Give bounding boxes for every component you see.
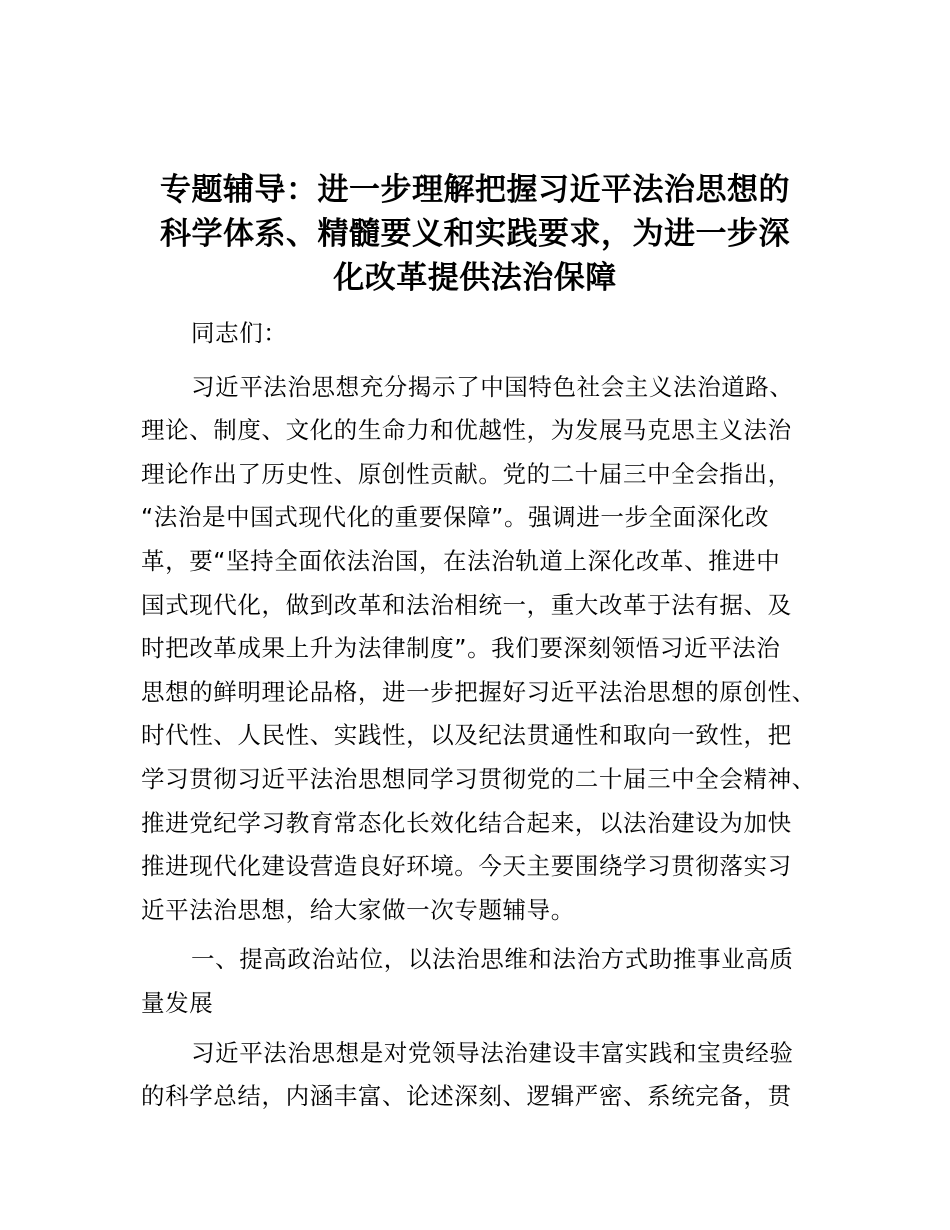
title-line: 科学体系、精髓要义和实践要求，为进一步深 (160, 216, 790, 252)
text-line: 理论、制度、文化的生命力和优越性，为发展马克思主义法治 (141, 416, 792, 445)
text-line: 近平法治思想，给大家做一次专题辅导。 (141, 895, 575, 924)
text-line: “法治是中国式现代化的重要保障”。强调进一步全面深化改 (141, 503, 770, 532)
paragraph-intro (141, 366, 831, 933)
text-line: 的科学总结，内涵丰富、论述深刻、逻辑严密、系统完备，贯 (141, 1082, 792, 1111)
text-line: 思想的鲜明理论品格，进一步把握好习近平法治思想的原创性、 (141, 677, 816, 706)
text-line: 学习贯彻习近平法治思想同学习贯彻党的二十届三中全会精神、 (141, 764, 816, 793)
document-title (120, 168, 830, 300)
section-heading-1 (141, 938, 831, 1025)
text-line: 推进党纪学习教育常态化长效化结合起来，以法治建设为加快 (141, 808, 792, 837)
salutation-text: 同志们： (191, 319, 288, 347)
text-line: 国式现代化，做到改革和法治相统一，重大改革于法有据、及 (141, 590, 792, 619)
text-line: 时代性、人民性、实践性，以及纪法贯通性和取向一致性，把 (141, 721, 792, 750)
text-line: 推进现代化建设营造良好环境。今天主要围绕学习贯彻落实习 (141, 852, 792, 881)
salutation (141, 312, 831, 356)
text-line: 理论作出了历史性、原创性贡献。党的二十届三中全会指出， (141, 459, 792, 488)
text-line: 习近平法治思想是对党领导法治建设丰富实践和宝贵经验 (191, 1038, 794, 1067)
heading-line: 一、提高政治站位，以法治思维和法治方式助推事业高质 (191, 945, 794, 974)
paragraph-section-1 (141, 1032, 831, 1119)
document-body (141, 312, 831, 1119)
heading-line: 量发展 (141, 988, 214, 1017)
title-line: 化改革提供法治保障 (333, 260, 617, 296)
text-line: 时把改革成果上升为法律制度”。我们要深刻领悟习近平法治 (141, 634, 781, 663)
text-line: 革，要“坚持全面依法治国，在法治轨道上深化改革、推进中 (141, 546, 781, 575)
text-line: 习近平法治思想充分揭示了中国特色社会主义法治道路、 (191, 372, 794, 401)
title-line: 专题辅导：进一步理解把握习近平法治思想的 (160, 172, 790, 208)
